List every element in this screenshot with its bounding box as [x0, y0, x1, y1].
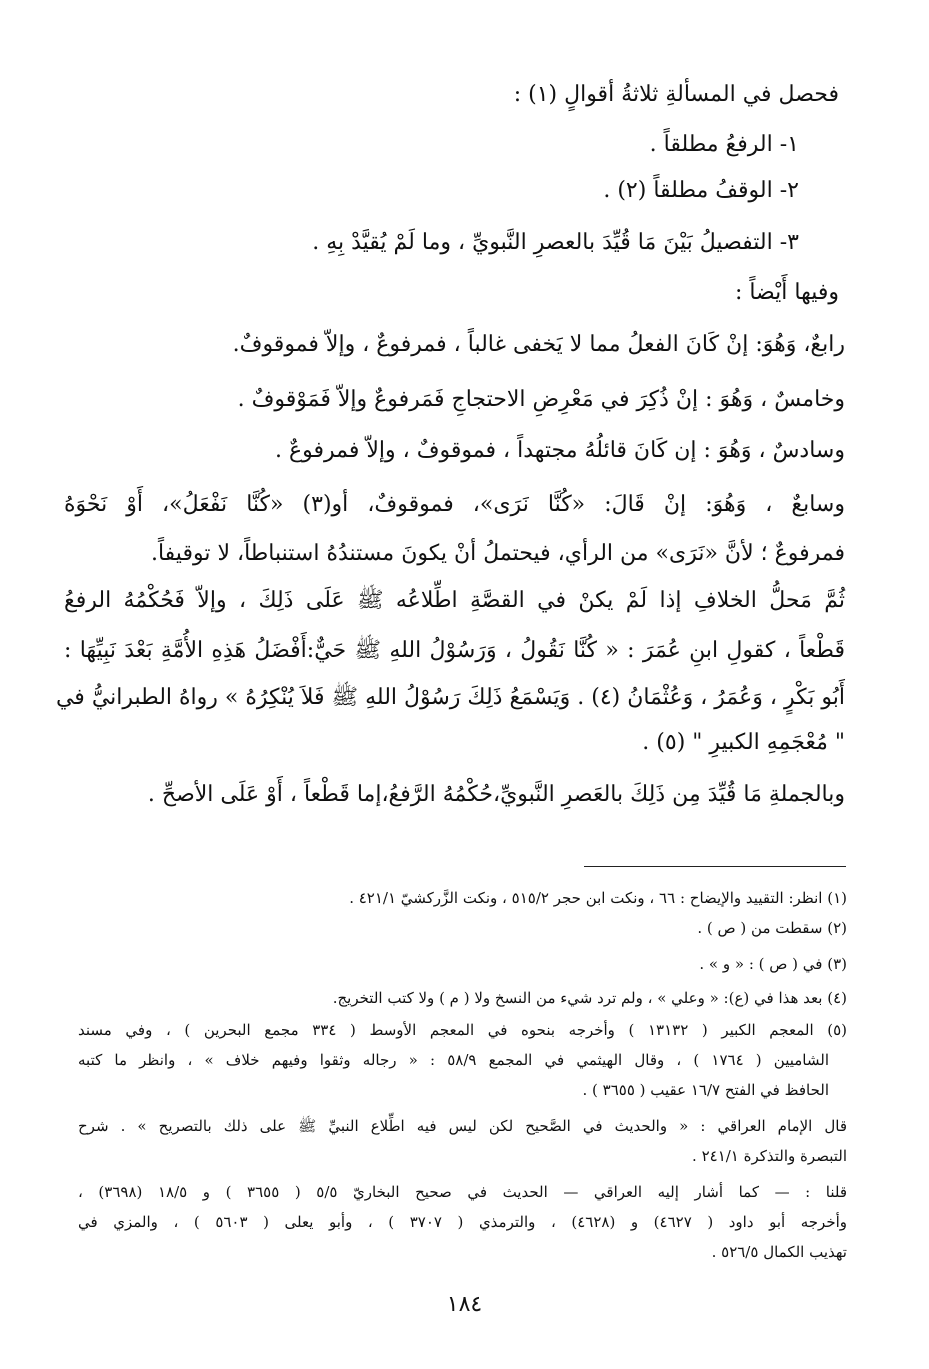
footnote-line: (٣) في ( ص ) : « و » .	[699, 955, 847, 973]
text-line: ٣- التفصيلُ بَيْنَ مَا قُيِّدَ بالعصرِ النَّبويِّ ، وما لَمْ يُقيَّدْ بِهِ .	[312, 230, 799, 255]
text-line: وبالجملةِ مَا قُيِّدَ مِن ذَلِكَ بالعَصرِ النَّبويِّ،حُكْمُهُ الرَّفعُ،إما قَطْعاً ، أَوْ عَلَى الأصحِّ .	[147, 782, 845, 807]
text-line: وخامسٌ ، وَهُوَ : إنْ ذُكِرَ في مَعْرِضِ الاحتجاجِ فَمَرفوعٌ وإلاّ فَمَوْقوفٌ .	[237, 387, 845, 412]
text-line: أَبُو بَكْرٍ ، وَعُمَرُ ، وَعُثْمَانُ (٤) . وَيَسْمَعُ ذَلِكَ رَسُوْلُ اللهِ ﷺ فَلاَ يُنْكِرُهُ » رواهُ الطبرانيُّ في	[55, 685, 845, 710]
text-line: فحصل في المسألةِ ثلاثةُ أقوالٍ (١) :	[513, 82, 839, 107]
text-line: وسادسٌ ، وَهُوَ : إن كَانَ قائلُهُ مجتهداً ، فموقوفٌ ، وإلاّ فمرفوعٌ .	[274, 438, 845, 463]
text-line: وسابعٌ ، وَهُوَ: إنْ قَالَ: «كُنَّا نَرَى»، فموقوفٌ، أو(٣) «كُنَّا نَفْعَلُ»، أَوْ نَحْوَهُ	[64, 492, 845, 517]
footnote-line: التبصرة والتذكرة ٢٤١/١ .	[692, 1147, 847, 1165]
footnote-line: (٥) المعجم الكبير ( ١٣١٣٢ ) وأخرجه بنحوه في المعجم الأوسط ( ٣٣٤ مجمع البحرين ) ، وفي مسند	[78, 1021, 847, 1039]
text-line: ثُمَّ مَحلُّ الخلافِ إذا لَمْ يكنْ في القصَّةِ اطِّلاعُه ﷺ عَلَى ذَلِكَ ، وإلاّ فَحُكْمُهُ الرفعُ	[64, 588, 845, 613]
page-number: ١٨٤	[446, 1292, 483, 1317]
footnote-line: (١) انظر: التقييد والإيضاح : ٦٦ ، ونكت ابن حجر ٥١٥/٢ ، ونكت الزَّركشيّ ٤٢١/١ .	[349, 889, 847, 907]
footnote-divider	[584, 866, 846, 867]
text-line: فمرفوعٌ ؛ لأنَّ «نَرَى» من الرأي، فيحتملُ أنْ يكونَ مستندُهُ استنباطاً، لا توقيفاً.	[150, 541, 845, 566]
footnote-line: تهذيب الكمال ٥٢٦/٥ .	[711, 1243, 847, 1261]
text-line: ٢- الوقفُ مطلقاً (٢) .	[603, 178, 799, 203]
footnote-line: وأخرجه أبو داود ( ٤٦٢٧) و (٤٦٢٨) ، والترمذي ( ٣٧٠٧ ) ، وأبو يعلى ( ٥٦٠٣ ) ، والمزي في	[78, 1213, 848, 1231]
footnote-line: الحافظ في الفتح ١٦/٧ عقيب ( ٣٦٥٥ ) .	[582, 1081, 829, 1099]
text-line: ١- الرفعُ مطلقاً .	[649, 132, 799, 157]
footnote-line: (٤) بعد هذا في (ع): « وعلي » ، ولم ترد شيء من النسخ ولا ( م ) ولا كتب التخريج.	[332, 989, 847, 1007]
footnote-line: الشاميين ( ١٧٦٤ ) ، وقال الهيثمي في المجمع ٥٨/٩ : « رجاله وثقوا وفيهم خلاف » ، وانظر ما كتبه	[78, 1051, 829, 1069]
text-line: رابعٌ، وَهُوَ: إنْ كَانَ الفعلُ مما لا يَخفى غالباً ، فمرفوعٌ ، وإلاّ فموقوفٌ.	[232, 332, 845, 357]
text-line: " مُعْجَمِهِ الكبيرِ " (٥) .	[642, 730, 845, 755]
text-line: قَطْعاً ، كقولِ ابنِ عُمَرَ : « كُنَّا نَقُولُ ، وَرَسُوْلُ اللهِ ﷺ حَيٌّ:أَفْضَلُ هَذِهِ الأُمَّةِ بَعْدَ نَبِيِّهَا :	[64, 638, 845, 663]
footnote-line: (٢) سقطت من ( ص ) .	[697, 919, 847, 937]
text-line: وفيها أَيْضاً :	[734, 280, 839, 305]
footnote-line: قلنا : — كما أشار إليه العراقي — الحديث في صحيح البخاريّ ٥/٥ ( ٣٦٥٥ ) و ١٨/٥ (٣٦٩٨) ،	[78, 1183, 848, 1201]
footnote-line: قال الإمام العراقي : « والحديث في الصَّحيح لكن ليس فيه اطِّلاع النبيِّ ﷺ على ذلك بالتصريح » . شرح	[78, 1117, 847, 1135]
